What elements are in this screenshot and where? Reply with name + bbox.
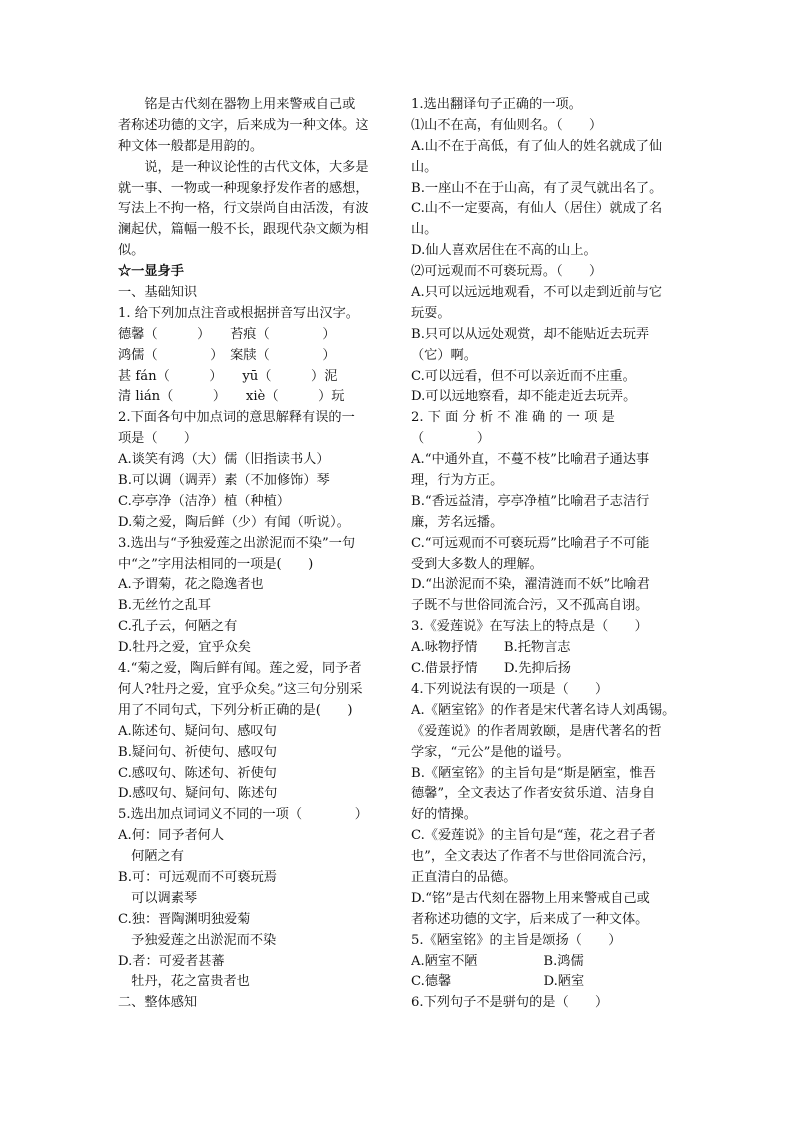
text-line: D.牡丹之爱，宜乎众矣 bbox=[118, 640, 251, 656]
text-line: C.德馨 D.陋室 bbox=[411, 974, 585, 990]
text-line: A.陋室不陋 B.鸿儒 bbox=[411, 953, 584, 969]
text-line: 说，是一种议论性的古代文体，大多是 bbox=[118, 159, 369, 175]
text-line: B.只可以从远处观赏，却不能贴近去玩弄 bbox=[411, 326, 650, 342]
text-line: 德馨”，全文表达了作者安贫乐道、洁身自 bbox=[411, 786, 656, 802]
text-line: 4.“菊之爱，陶后鲜有闻。莲之爱，同予者 bbox=[118, 661, 362, 677]
text-line: 清 lián（ ） xiè（ ）玩 bbox=[118, 389, 345, 405]
text-line: 正直清白的品德。 bbox=[411, 869, 517, 885]
text-line: （ ） bbox=[411, 431, 491, 447]
text-line: D.可以远地察看，却不能走近去玩弄。 bbox=[411, 389, 637, 405]
text-line: D.“出淤泥而不染，濯清涟而不妖”比喻君 bbox=[411, 577, 650, 593]
text-line: C.山不一定要高，有仙人（居住）就成了名 bbox=[411, 201, 663, 217]
text-line: （它）啊。 bbox=[411, 347, 477, 363]
text-line: D.仙人喜欢居住在不高的山上。 bbox=[411, 243, 597, 259]
text-line: 也”，全文表达了作者不与世俗同流合污， bbox=[411, 849, 656, 865]
text-line: B.无丝竹之乱耳 bbox=[118, 598, 212, 614]
text-line: D.“铭”是古代刻在器物上用来警戒自己或 bbox=[411, 890, 650, 906]
text-line: A.谈笑有鸿（大）儒（旧指读书人） bbox=[118, 452, 330, 468]
text-line: C.“可远观而不可亵玩焉”比喻君子不可能 bbox=[411, 535, 650, 551]
text-line: 5.《陋室铭》的主旨是颂扬（ ） bbox=[411, 932, 622, 948]
text-line: 《爱莲说》的作者周敦颐，是唐代著名的哲 bbox=[411, 723, 662, 739]
text-line: C.独：晋陶渊明独爱菊 bbox=[118, 911, 251, 927]
text-line: 6.下列句子不是骈句的是（ ） bbox=[411, 995, 609, 1011]
text-line: 何陋之有 bbox=[118, 849, 184, 865]
text-line: 山。 bbox=[411, 222, 438, 238]
text-line: 予独爱莲之出淤泥而不染 bbox=[118, 932, 277, 948]
text-line: A.陈述句、疑问句、感叹句 bbox=[118, 723, 277, 739]
text-line: 者称述功德的文字，后来成了一种文体。 bbox=[411, 911, 649, 927]
text-line: B.疑问句、祈使句、感叹句 bbox=[118, 744, 277, 760]
text-line: 2.下面各句中加点词的意思解释有误的一 bbox=[118, 410, 355, 426]
text-line: C.借景抒情 D.先抑后扬 bbox=[411, 661, 571, 677]
text-line: D.感叹句、疑问句、陈述句 bbox=[118, 786, 278, 802]
text-line: A.咏物抒情 B.托物言志 bbox=[411, 640, 571, 656]
text-line: C.感叹句、陈述句、祈使句 bbox=[118, 765, 277, 781]
text-line: 牡丹，花之富贵者也 bbox=[118, 974, 250, 990]
text-line: 廉，芳名远播。 bbox=[411, 514, 504, 530]
text-line: 似。 bbox=[118, 243, 145, 259]
text-line: B.《陋室铭》的主旨句是“斯是陋室，惟吾 bbox=[411, 765, 656, 781]
text-line: 者称述功德的文字，后来成为一种文体。这 bbox=[118, 117, 369, 133]
text-line: B.可以调（调弄）素（不加修饰）琴 bbox=[118, 473, 330, 489]
text-line: C.孔子云，何陋之有 bbox=[118, 619, 238, 635]
left-column bbox=[118, 95, 394, 1014]
text-line: 用了不同句式，下列分析正确的是( ) bbox=[118, 702, 353, 718]
text-line: 写法上不拘一格，行文崇尚自由活泼，有波 bbox=[118, 201, 369, 217]
text-line: 玩耍。 bbox=[411, 305, 451, 321]
text-line: A.“中通外直，不蔓不枝”比喻君子通达事 bbox=[411, 452, 650, 468]
text-line: 理，行为方正。 bbox=[411, 473, 504, 489]
text-line: A.《陋室铭》的作者是宋代著名诗人刘禹锡。 bbox=[411, 702, 676, 718]
text-line: 澜起伏，篇幅一般不长，跟现代杂文颇为相 bbox=[118, 222, 369, 238]
text-line: 中“之”字用法相同的一项是( ) bbox=[118, 556, 314, 572]
text-line: ⑴山不在高，有仙则名。（ ） bbox=[411, 117, 603, 133]
text-line: D.菊之爱，陶后鲜（少）有闻（听说）。 bbox=[118, 514, 350, 530]
text-line: 项是（ ） bbox=[118, 431, 198, 447]
text-line: 何人?牡丹之爱，宜乎众矣。”这三句分别采 bbox=[118, 681, 363, 697]
text-line: A.予谓菊，花之隐逸者也 bbox=[118, 577, 264, 593]
text-line: B.可：可远观而不可亵玩焉 bbox=[118, 869, 277, 885]
text-line: C.《爱莲说》的主旨句是“莲，花之君子者 bbox=[411, 828, 656, 844]
text-line: 学家，“元公”是他的谥号。 bbox=[411, 744, 570, 760]
text-line: 4.下列说法有误的一项是（ ） bbox=[411, 681, 609, 697]
text-line: ⑵可远观而不可亵玩焉。（ ） bbox=[411, 264, 603, 280]
text-line: A.何：同予者何人 bbox=[118, 828, 225, 844]
text-line: D.者：可爱者甚蕃 bbox=[118, 953, 225, 969]
text-line: 山。 bbox=[411, 159, 438, 175]
text-line: 铭是古代刻在器物上用来警戒自己或 bbox=[118, 97, 356, 112]
text-line: 1. 给下列加点注音或根据拼音写出汉字。 bbox=[118, 305, 359, 321]
text-line: 种文体一般都是用韵的。 bbox=[118, 138, 264, 154]
text-line: 鸿儒（ ） 案牍（ ） bbox=[118, 347, 336, 363]
text-line: 二、整体感知 bbox=[118, 995, 198, 1011]
text-line: A.只可以远远地观看，不可以走到近前与它 bbox=[411, 285, 663, 301]
text-line: 德馨（ ） 苔痕（ ） bbox=[118, 326, 336, 342]
text-line: 可以调素琴 bbox=[118, 890, 198, 906]
text-line: 3.选出与“予独爱莲之出淤泥而不染”一句 bbox=[118, 535, 356, 551]
text-line: 1.选出翻译句子正确的一项。 bbox=[411, 97, 582, 112]
text-line: ☆一显身手 bbox=[118, 264, 184, 280]
text-line: C.亭亭净（洁净）植（种植） bbox=[118, 493, 291, 509]
text-line: B.“香远益清，亭亭净植”比喻君子志洁行 bbox=[411, 493, 650, 509]
text-line: 受到大多数人的理解。 bbox=[411, 556, 543, 572]
text-line: 一、基础知识 bbox=[118, 285, 198, 301]
text-line: 子既不与世俗同流合污，又不孤高自诩。 bbox=[411, 598, 649, 614]
right-column bbox=[411, 95, 691, 1014]
text-line: 5.选出加点词词义不同的一项（ ） bbox=[118, 807, 368, 823]
text-line: A.山不在于高低，有了仙人的姓名就成了仙 bbox=[411, 138, 663, 154]
text-line: B.一座山不在于山高，有了灵气就出名了。 bbox=[411, 180, 663, 196]
text-line: 好的情操。 bbox=[411, 807, 477, 823]
text-line: 3.《爱莲说》在写法上的特点是（ ） bbox=[411, 619, 648, 635]
text-line: 2. 下 面 分 析 不 准 确 的 一 项 是 bbox=[411, 410, 615, 426]
text-line: 就一事、一物或一种现象抒发作者的感想， bbox=[118, 180, 369, 196]
text-line: C.可以远看，但不可以亲近而不庄重。 bbox=[411, 368, 636, 384]
text-line: 甚 fán（ ） yū（ ）泥 bbox=[118, 368, 338, 384]
